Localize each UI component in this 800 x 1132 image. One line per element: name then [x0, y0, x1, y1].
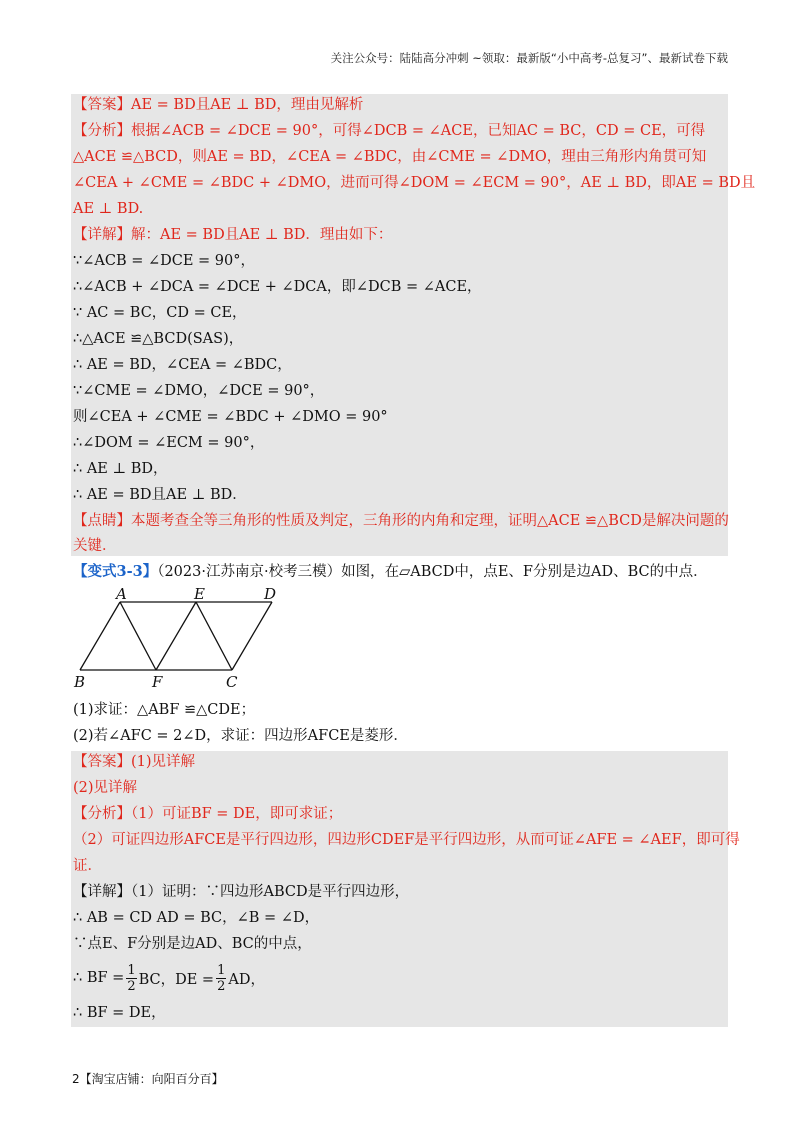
- detail-line-1: 【详解】（1）证明：∵四边形ABCD是平行四边形，: [73, 884, 410, 900]
- analysis-part-3: 证．: [73, 858, 102, 874]
- detail-line-last: ∴ BF = DE，: [73, 1005, 166, 1021]
- proof-line-3: ∵ AC = BC，CD = CE，: [73, 305, 247, 321]
- analysis-line-3: ∠CEA + ∠CME = ∠BDC + ∠DMO，进而可得∠DOM = ∠ECM = 90°，AE ⊥ BD，即AE = BD且: [73, 175, 756, 191]
- fraction-denominator: 2: [127, 978, 136, 994]
- analysis-line-1: 【分析】根据∠ACB = ∠DCE = 90°，可得∠DCB = ∠ACE，已知AC = BC，CD = CE，可得: [73, 123, 706, 139]
- edge-AF: [120, 602, 156, 670]
- answer-part-2: (2)见详解: [73, 780, 138, 796]
- page-footer: 2【淘宝店铺：向阳百分百】: [72, 1072, 224, 1086]
- proof-line-6: ∵∠CME = ∠DMO，∠DCE = 90°，: [73, 383, 325, 399]
- analysis-part-1: 【分析】（1）可证BF = DE，即可求证；: [73, 806, 343, 822]
- comment-line-1: 【点睛】本题考查全等三角形的性质及判定，三角形的内角和定理，证明△ACE ≌△BCD是解决问题的: [73, 513, 729, 529]
- fraction-middle: BC，DE =: [138, 971, 215, 988]
- proof-line-1: ∵∠ACB = ∠DCE = 90°，: [73, 253, 255, 269]
- fraction-prefix: ∴ BF =: [73, 970, 125, 986]
- variant-tag: 【变式3-3】: [73, 563, 158, 580]
- fraction-half-2: [216, 963, 226, 994]
- fraction-numerator: 1: [217, 962, 226, 978]
- comment-line-2: 关键．: [73, 538, 117, 554]
- label-D: D: [264, 588, 277, 603]
- analysis-part-2: （2）可证四边形AFCE是平行四边形，四边形CDEF是平行四边形，从而可证∠AFE = ∠AEF，即可得: [73, 832, 740, 848]
- analysis-line-4: AE ⊥ BD.: [73, 201, 144, 217]
- label-A: A: [116, 588, 127, 603]
- label-B: B: [74, 673, 86, 690]
- analysis-line-2: △ACE ≌△BCD，则AE = BD，∠CEA = ∠BDC，由∠CME = ∠DMO，理由三角形内角贯可知: [73, 149, 707, 165]
- parallelogram-figure: [72, 588, 287, 690]
- edge-AB: [80, 602, 120, 670]
- answer-part-1: 【答案】(1)见详解: [73, 754, 196, 770]
- label-C: C: [226, 673, 238, 690]
- fraction-end: AD，: [228, 971, 265, 988]
- answer-line: 【答案】AE = BD且AE ⊥ BD，理由见解析: [73, 97, 364, 113]
- page-header: 关注公众号：陆陆高分冲刺 ~领取：最新版“小中高考-总复习”、最新试卷下载: [330, 51, 728, 65]
- detail-line-3: ∵点E、F分别是边AD、BC的中点，: [73, 936, 312, 952]
- question-2: (2)若∠AFC = 2∠D，求证：四边形AFCE是菱形．: [73, 728, 408, 744]
- proof-line-7: 则∠CEA + ∠CME = ∠BDC + ∠DMO = 90°: [73, 409, 388, 425]
- question-1: (1)求证：△ABF ≌△CDE；: [73, 702, 256, 718]
- edge-FE: [156, 602, 196, 670]
- edge-EC: [196, 602, 232, 670]
- fraction-line: [73, 960, 265, 996]
- detail-line-2: ∴ AB = CD AD = BC，∠B = ∠D，: [73, 910, 320, 926]
- proof-line-8: ∴∠DOM = ∠ECM = 90°，: [73, 435, 265, 451]
- proof-line-4: ∴△ACE ≌△BCD(SAS)，: [73, 331, 244, 347]
- edge-DC: [232, 602, 272, 670]
- proof-line-2: ∴∠ACB + ∠DCA = ∠DCE + ∠DCA，即∠DCB = ∠ACE，: [73, 279, 482, 295]
- label-F: F: [152, 673, 163, 690]
- fraction-half-1: [126, 963, 136, 994]
- proof-line-9: ∴ AE ⊥ BD，: [73, 461, 168, 477]
- fraction-denominator: 2: [217, 978, 226, 994]
- proof-line-5: ∴ AE = BD，∠CEA = ∠BDC，: [73, 357, 292, 373]
- problem-statement: [73, 560, 708, 584]
- label-E: E: [194, 588, 205, 603]
- fraction-numerator: 1: [127, 962, 136, 978]
- problem-text: （2023·江苏南京·校考三模）如图，在▱ABCD中，点E、F分别是边AD、BC的中点．: [157, 564, 708, 580]
- detail-heading: 【详解】解：AE = BD且AE ⊥ BD．理由如下：: [73, 227, 393, 243]
- proof-line-10: ∴ AE = BD且AE ⊥ BD．: [73, 487, 247, 503]
